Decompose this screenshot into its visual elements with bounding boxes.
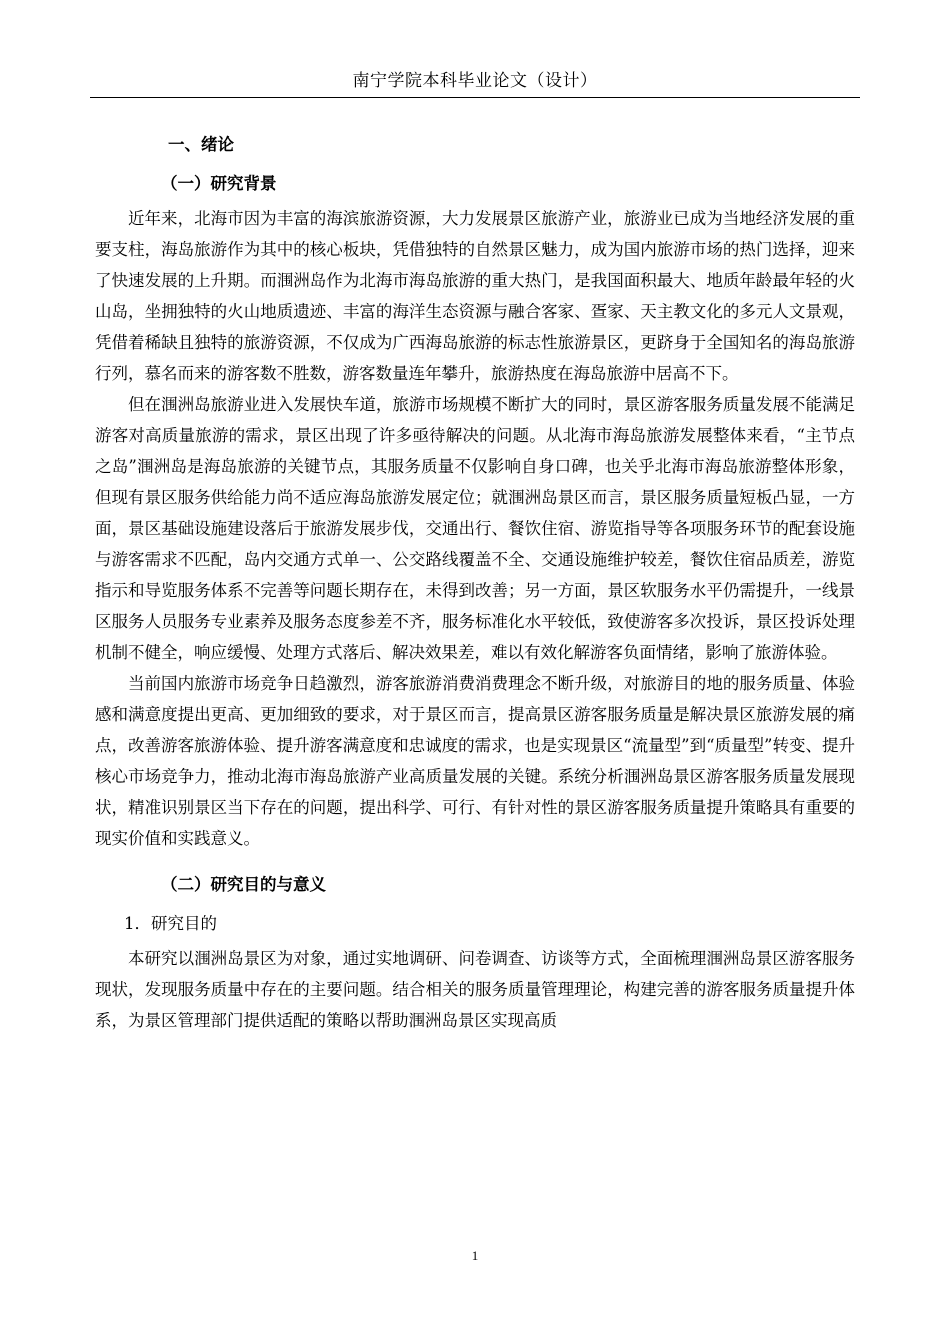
chapter-heading: 一、绪论 [168, 135, 234, 154]
header-rule [90, 97, 860, 98]
paragraph-4: 本研究以涠洲岛景区为对象，通过实地调研、问卷调查、访谈等方式，全面梳理涠洲岛景区游客服务现状，发现服务质量中存在的主要问题。结合相关的服务质量管理理论，构建完善的游客服务质量提升体系，为景区管理部门提供适配的策略以帮助涠洲岛景区实现高质 [95, 949, 855, 1030]
section-heading-research-background: （一）研究背景 [161, 174, 277, 193]
paragraph-2: 但在涠洲岛旅游业进入发展快车道，旅游市场规模不断扩大的同时，景区游客服务质量发展不能满足游客对高质量旅游的需求，景区出现了许多亟待解决的问题。从北海市海岛旅游发展整体来看，“主节点之岛”涠洲岛是海岛旅游的关键节点，其服务质量不仅影响自身口碑，也关乎北海市海岛旅游整体形象，但现有景区服务供给能力尚不适应海岛旅游发展定位；就涠洲岛景区而言，景区服务质量短板凸显，一方面，景区基础设施建设落后于旅游发展步伐，交通出行、餐饮住宿、游览指导等各项服务环节的配套设施与游客需求不匹配，岛内交通方式单一、公交路线覆盖不全、交通设施维护较差，餐饮住宿品质差，游览指示和导览服务体系不完善等问题长期存在，未得到改善；另一方面，景区软服务水平仍需提升，一线景区服务人员服务专业素养及服务态度参差不齐，服务标准化水平较低，致使游客多次投诉，景区投诉处理机制不健全，响应缓慢、处理方式落后、解决效果差，难以有效化解游客负面情绪，影响了旅游体验。 [95, 395, 855, 662]
section-heading-purpose-significance: （二）研究目的与意义 [161, 875, 326, 894]
page-header: 南宁学院本科毕业论文（设计） [352, 71, 598, 91]
page-number: 1 [471, 1248, 479, 1263]
subsection-heading-purpose: 1．研究目的 [124, 914, 217, 933]
document-body [95, 125, 855, 1036]
paragraph-1: 近年来，北海市因为丰富的海滨旅游资源，大力发展景区旅游产业，旅游业已成为当地经济发展的重要支柱，海岛旅游作为其中的核心板块，凭借独特的自然景区魅力，成为国内旅游市场的热门选择，迎来了快速发展的上升期。而涠洲岛作为北海市海岛旅游的重大热门，是我国面积最大、地质年龄最年轻的火山岛，坐拥独特的火山地质遗迹、丰富的海洋生态资源与融合客家、疍家、天主教文化的多元人文景观，凭借着稀缺且独特的旅游资源，不仅成为广西海岛旅游的标志性旅游景区，更跻身于全国知名的海岛旅游行列，慕名而来的游客数不胜数，游客数量连年攀升，旅游热度在海岛旅游中居高不下。 [95, 209, 855, 383]
paragraph-3: 当前国内旅游市场竞争日趋激烈，游客旅游消费消费理念不断升级，对旅游目的地的服务质量、体验感和满意度提出更高、更加细致的要求，对于景区而言，提高景区游客服务质量是解决景区旅游发展的痛点，改善游客旅游体验、提升游客满意度和忠诚度的需求，也是实现景区“流量型”到“质量型”转变、提升核心市场竞争力，推动北海市海岛旅游产业高质量发展的关键。系统分析涠洲岛景区游客服务质量发展现状，精准识别景区当下存在的问题，提出科学、可行、有针对性的景区游客服务质量提升策略具有重要的现实价值和实践意义。 [95, 674, 855, 848]
